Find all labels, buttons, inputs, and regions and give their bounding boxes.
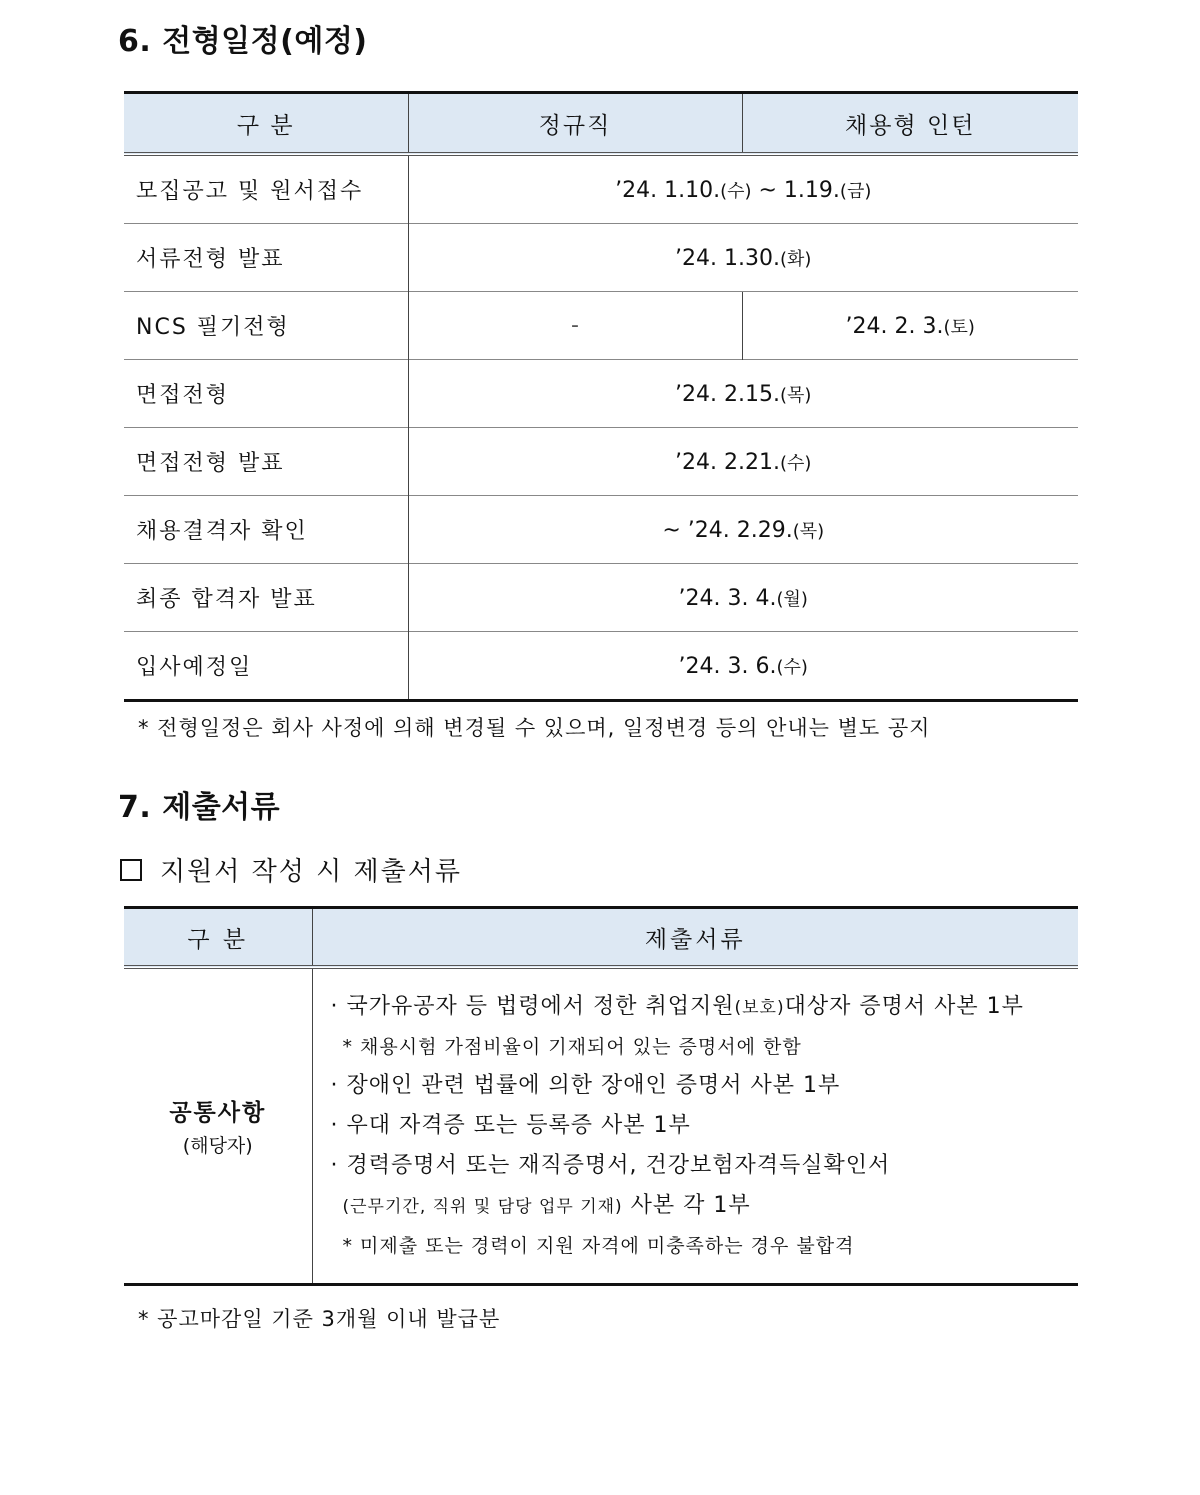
weekday: (월) bbox=[776, 588, 808, 610]
list-item: · 우대 자격증 또는 등록증 사본 1부 bbox=[330, 1113, 691, 1138]
schedule-header-row bbox=[124, 93, 1078, 155]
item-text: · 국가유공자 등 법령에서 정한 취업지원 bbox=[330, 994, 735, 1019]
header-category: 구 분 bbox=[124, 908, 312, 968]
row-label: 모집공고 및 원서접수 bbox=[136, 179, 364, 204]
row-label: 채용결격자 확인 bbox=[124, 496, 408, 564]
documents-list bbox=[312, 967, 1078, 1285]
header-intern: 채용형 인턴 bbox=[742, 93, 1078, 155]
list-item: · 장애인 관련 법률에 의한 장애인 증명서 사본 1부 bbox=[330, 1073, 841, 1098]
header-category: 구 분 bbox=[124, 93, 408, 155]
row-label: NCS 필기전형 bbox=[124, 292, 408, 360]
row-label: 서류전형 발표 bbox=[124, 224, 408, 292]
list-item-detail bbox=[331, 1186, 1079, 1227]
table-row bbox=[124, 967, 1078, 1285]
header-documents: 제출서류 bbox=[312, 908, 1078, 968]
category-cell bbox=[124, 967, 312, 1285]
weekday: (수) bbox=[776, 656, 808, 678]
table-row bbox=[124, 154, 1078, 224]
row-value bbox=[408, 496, 1078, 564]
table-row bbox=[124, 632, 1078, 701]
weekday: (목) bbox=[792, 520, 825, 542]
weekday: (화) bbox=[780, 248, 812, 270]
documents-note: * 공고마감일 기준 3개월 이내 발급분 bbox=[138, 1307, 501, 1331]
weekday: (수) bbox=[720, 180, 752, 202]
weekday: (토) bbox=[943, 316, 975, 338]
row-value bbox=[408, 224, 1078, 292]
item-text: 대상자 증명서 사본 1부 bbox=[784, 994, 1024, 1019]
row-value bbox=[408, 428, 1078, 496]
header-regular: 정규직 bbox=[408, 93, 742, 155]
row-value bbox=[408, 632, 1078, 701]
date: ’24. 2.15. bbox=[675, 381, 780, 407]
subheading-text: 지원서 작성 시 제출서류 bbox=[160, 857, 462, 887]
row-value-intern bbox=[742, 292, 1078, 360]
row-value bbox=[408, 360, 1078, 428]
list-item-note: * 미제출 또는 경력이 지원 자격에 미충족하는 경우 불합격 bbox=[342, 1235, 855, 1257]
row-label: 면접전형 발표 bbox=[124, 428, 408, 496]
date: ’24. 3. 6. bbox=[678, 653, 777, 679]
list-item-note: * 채용시험 가점비율이 기재되어 있는 증명서에 한함 bbox=[342, 1036, 802, 1058]
table-row bbox=[124, 360, 1078, 428]
item-text-small: (근무기간, 직위 및 담당 업무 기재) bbox=[342, 1197, 623, 1217]
date: ~ ’24. 2.29. bbox=[662, 517, 793, 543]
weekday: (금) bbox=[839, 180, 872, 202]
category-main: 공통사항 bbox=[169, 1100, 267, 1126]
section-7-title: 7. 제출서류 bbox=[118, 790, 281, 825]
list-item bbox=[331, 987, 1079, 1028]
table-row bbox=[124, 564, 1078, 632]
section-6-title: 6. 전형일정(예정) bbox=[118, 24, 368, 59]
row-label: 입사예정일 bbox=[124, 632, 408, 701]
schedule-note: * 전형일정은 회사 사정에 의해 변경될 수 있으며, 일정변경 등의 안내는 별도 공지 bbox=[138, 716, 931, 740]
row-label: 최종 합격자 발표 bbox=[124, 564, 408, 632]
table-row bbox=[124, 224, 1078, 292]
date: ’24. 3. 4. bbox=[678, 585, 777, 611]
table-row bbox=[124, 292, 1078, 360]
row-value bbox=[408, 154, 1078, 224]
category-sub: (해당자) bbox=[182, 1135, 253, 1157]
weekday: (수) bbox=[780, 452, 812, 474]
date: ’24. 2.21. bbox=[675, 449, 780, 475]
checkbox-square-icon bbox=[120, 859, 142, 881]
documents-subheading bbox=[120, 851, 462, 888]
schedule-table bbox=[124, 91, 1078, 702]
row-value-regular: - bbox=[408, 292, 742, 360]
list-item: · 경력증명서 또는 재직증명서, 건강보험자격득실확인서 bbox=[330, 1153, 891, 1178]
item-text-small: (보호) bbox=[734, 998, 785, 1018]
date: ’24. 2. 3. bbox=[845, 313, 944, 339]
item-text: 사본 각 1부 bbox=[622, 1193, 751, 1218]
documents-table bbox=[124, 906, 1078, 1286]
weekday: (목) bbox=[780, 384, 812, 406]
date-start: ’24. 1.10. bbox=[615, 177, 721, 203]
table-row bbox=[124, 428, 1078, 496]
date: ’24. 1.30. bbox=[675, 245, 780, 271]
table-row bbox=[124, 496, 1078, 564]
row-label: 면접전형 bbox=[124, 360, 408, 428]
documents-header-row bbox=[124, 908, 1078, 968]
row-value bbox=[408, 564, 1078, 632]
date-end: ~ 1.19. bbox=[751, 177, 840, 203]
